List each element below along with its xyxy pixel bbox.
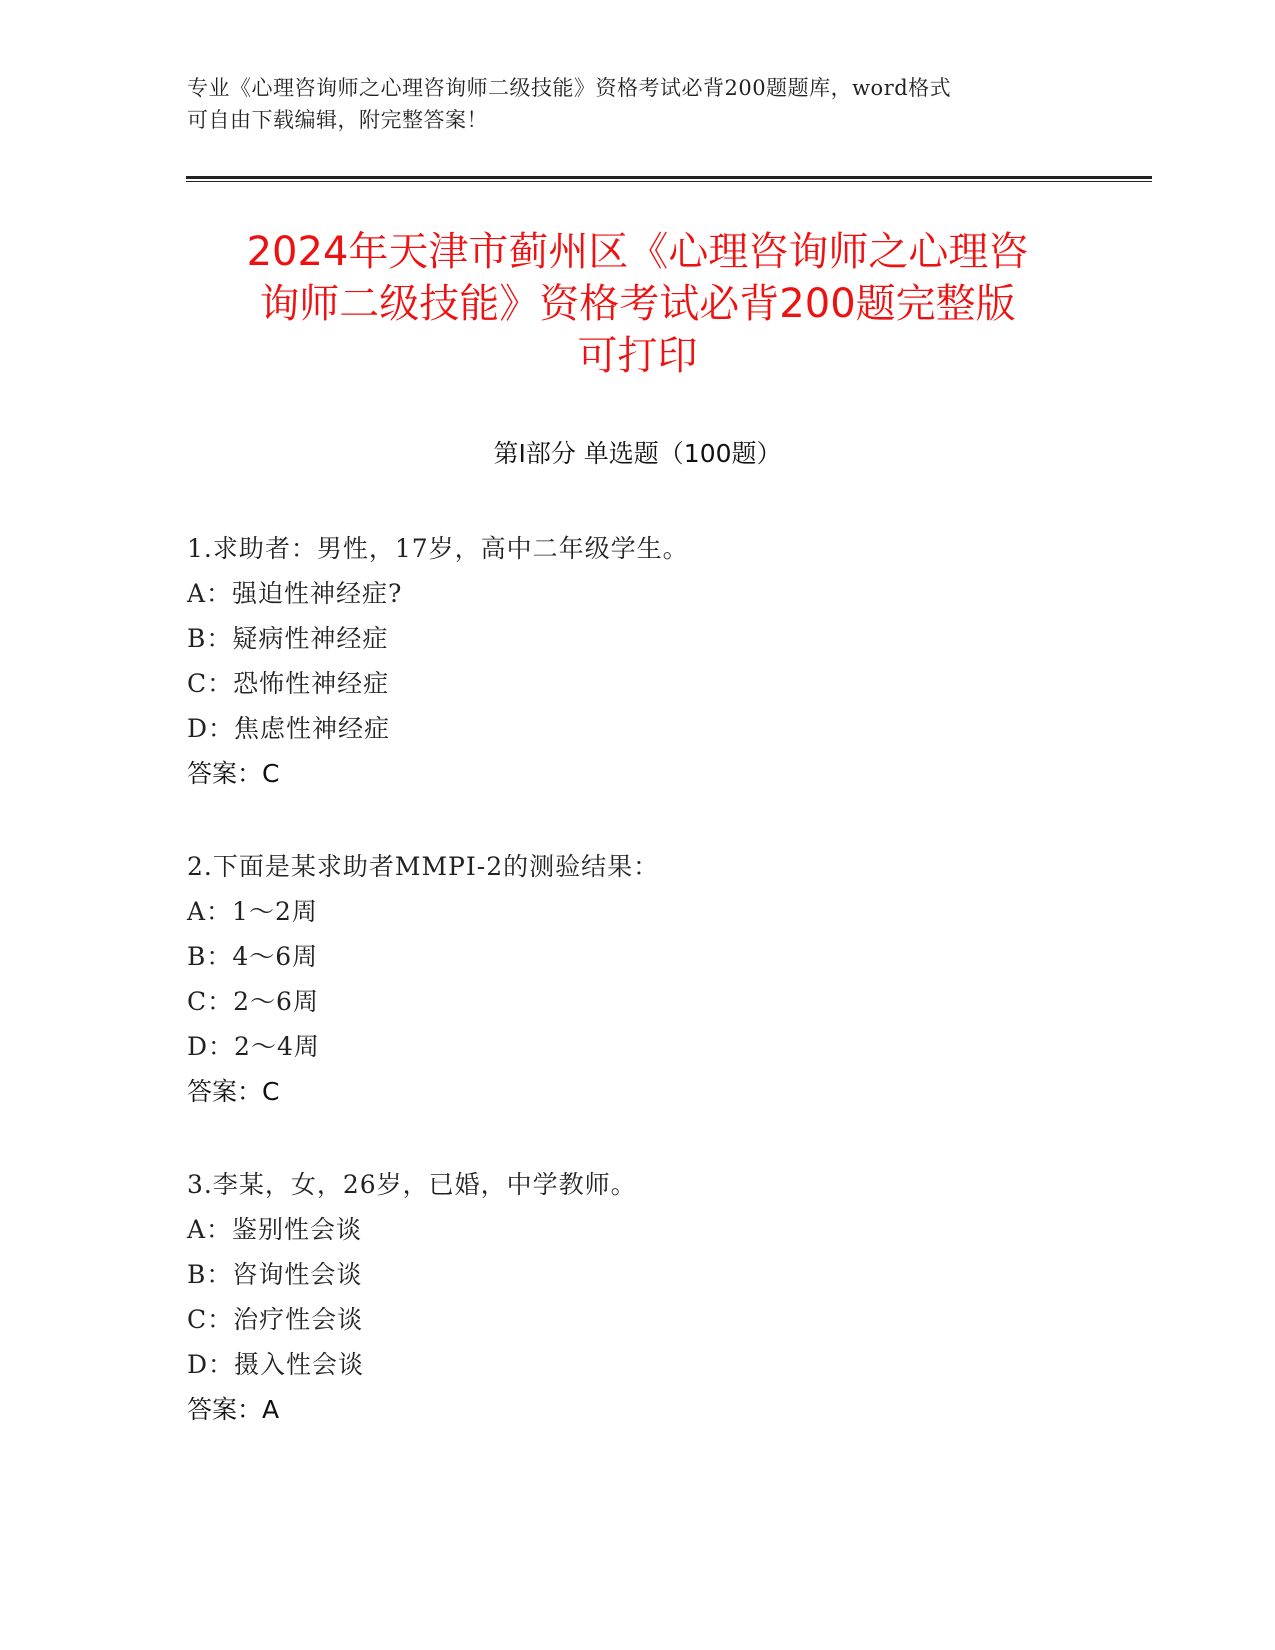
- header-note-line-2: 可自由下载编辑，附完整答案！: [187, 108, 488, 132]
- option-b: B：咨询性会谈: [187, 1260, 363, 1289]
- option-c: C：2～6周: [187, 987, 319, 1016]
- answer: 答案：C: [187, 759, 280, 788]
- document-title-line-1: 2024年天津市蓟州区《心理咨询师之心理咨: [246, 229, 1029, 275]
- document-title: [150, 226, 1125, 382]
- option-c: C：恐怖性神经症: [187, 669, 390, 698]
- option-c: C：治疗性会谈: [187, 1305, 364, 1334]
- question-stem: 3.李某，女，26岁，已婚，中学教师。: [187, 1170, 637, 1199]
- question-stem: 2.下面是某求助者MMPI-2的测验结果：: [187, 852, 660, 881]
- document-title-line-3: 可打印: [577, 333, 698, 379]
- option-d: D：焦虑性神经症: [187, 714, 391, 743]
- option-d: D：摄入性会谈: [187, 1350, 365, 1379]
- option-d: D：2～4周: [187, 1032, 320, 1061]
- header-note-line-1: 专业《心理咨询师之心理咨询师二级技能》资格考试必背200题题库，word格式: [187, 76, 952, 100]
- option-a: A：强迫性神经症?: [187, 579, 403, 608]
- question-1: [187, 526, 1187, 796]
- option-b: B：疑病性神经症: [187, 624, 389, 653]
- header-divider-thick: [186, 176, 1152, 179]
- answer: 答案：A: [187, 1395, 280, 1424]
- option-a: A：鉴别性会谈: [187, 1215, 363, 1244]
- option-a: A：1～2周: [187, 897, 318, 926]
- option-b: B：4～6周: [187, 942, 319, 971]
- answer: 答案：C: [187, 1077, 280, 1106]
- question-stem: 1.求助者：男性，17岁，高中二年级学生。: [187, 534, 689, 563]
- header-note: [187, 72, 1087, 136]
- header-divider-thin: [186, 181, 1152, 182]
- section-title: 第Ⅰ部分 单选题（100题）: [493, 439, 782, 468]
- document-title-line-2: 询师二级技能》资格考试必背200题完整版: [259, 281, 1016, 327]
- question-3: [187, 1162, 1187, 1432]
- question-2: [187, 844, 1187, 1114]
